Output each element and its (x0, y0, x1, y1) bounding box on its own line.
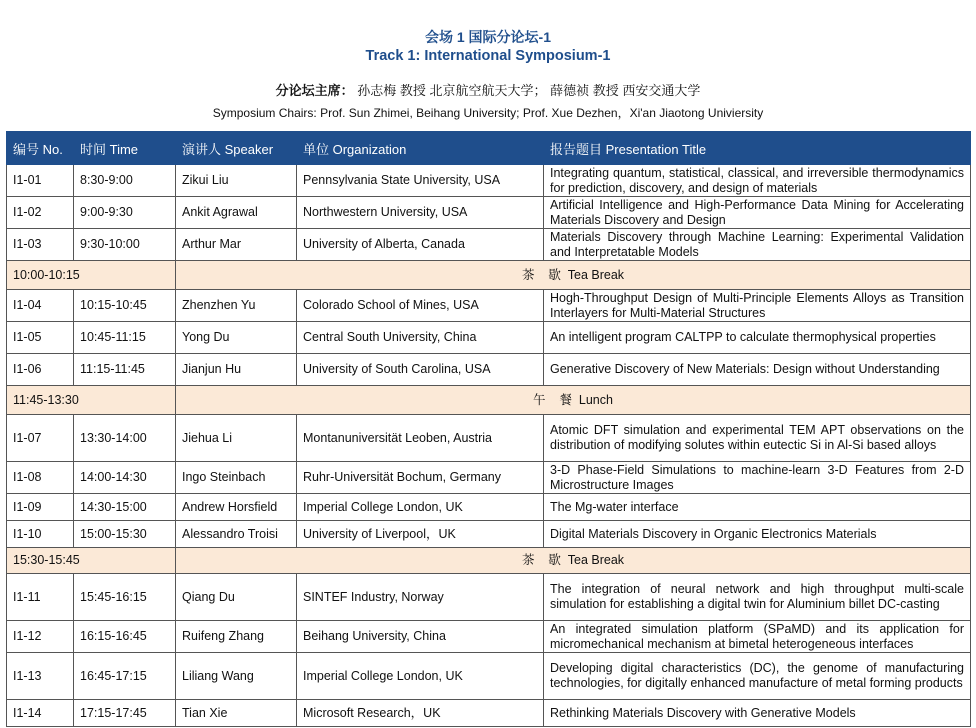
symposium-chairs-cn (0, 80, 976, 99)
talk-title: Developing digital characteristics (DC), the genome of manufacturing technologies, for digitally enhanced manufacture of metal forming products (544, 653, 971, 700)
table-row (7, 229, 971, 261)
talk-title: Digital Materials Discovery in Organic Electronics Materials (544, 521, 971, 548)
col-header-time: 时间 Time (74, 132, 176, 165)
break-name: 茶 歇 Tea Break (176, 261, 971, 290)
talk-organization: Pennsylvania State University, USA (297, 165, 544, 197)
schedule-body (7, 165, 971, 727)
table-row (7, 574, 971, 621)
talk-organization: Imperial College London, UK (297, 653, 544, 700)
break-row (7, 261, 971, 290)
table-row (7, 354, 971, 386)
talk-organization: Montanuniversität Leoben, Austria (297, 415, 544, 462)
talk-time: 9:30-10:00 (74, 229, 176, 261)
talk-time: 15:45-16:15 (74, 574, 176, 621)
col-header-title: 报告题目 Presentation Title (544, 132, 971, 165)
talk-organization: University of Alberta, Canada (297, 229, 544, 261)
chairs-label-cn: 分论坛主席： (275, 83, 354, 98)
talk-speaker: Arthur Mar (176, 229, 297, 261)
talk-title: Generative Discovery of New Materials: Design without Understanding (544, 354, 971, 386)
talk-no: I1-04 (7, 290, 74, 322)
talk-time: 11:15-11:45 (74, 354, 176, 386)
talk-no: I1-07 (7, 415, 74, 462)
talk-organization: Colorado School of Mines, USA (297, 290, 544, 322)
table-row (7, 415, 971, 462)
break-name: 茶 歇 Tea Break (176, 548, 971, 574)
talk-no: I1-10 (7, 521, 74, 548)
talk-no: I1-08 (7, 462, 74, 494)
talk-speaker: Jianjun Hu (176, 354, 297, 386)
talk-title: Atomic DFT simulation and experimental TEM APT observations on the distribution of modifying solutes within eutectic Si in Al-Si based alloys (544, 415, 971, 462)
talk-no: I1-09 (7, 494, 74, 521)
break-row (7, 386, 971, 415)
talk-time: 9:00-9:30 (74, 197, 176, 229)
table-header-row (7, 132, 971, 165)
table-row (7, 322, 971, 354)
talk-speaker: Jiehua Li (176, 415, 297, 462)
col-header-organization: 单位 Organization (297, 132, 544, 165)
talk-title: The Mg-water interface (544, 494, 971, 521)
table-row (7, 700, 971, 727)
table-row (7, 197, 971, 229)
table-row (7, 653, 971, 700)
talk-time: 13:30-14:00 (74, 415, 176, 462)
table-row (7, 290, 971, 322)
talk-title: An integrated simulation platform (SPaMD) and its application for micromechanical mechanism at bimetal heterogeneous interfaces (544, 621, 971, 653)
table-row (7, 621, 971, 653)
talk-organization: University of South Carolina, USA (297, 354, 544, 386)
talk-no: I1-02 (7, 197, 74, 229)
talk-speaker: Liliang Wang (176, 653, 297, 700)
symposium-chairs-en: Symposium Chairs: Prof. Sun Zhimei, Beihang University; Prof. Xue Dezhen，Xi'an Jiaotong Univiersity (212, 106, 764, 120)
talk-time: 10:45-11:15 (74, 322, 176, 354)
talk-organization: Northwestern University, USA (297, 197, 544, 229)
talk-no: I1-11 (7, 574, 74, 621)
talk-speaker: Ingo Steinbach (176, 462, 297, 494)
talk-title: Integrating quantum, statistical, classical, and irreversible thermodynamics for prediction, discovery, and design of materials (544, 165, 971, 197)
talk-no: I1-14 (7, 700, 74, 727)
break-time: 11:45-13:30 (7, 386, 176, 415)
talk-title: The integration of neural network and high throughput multi-scale simulation for establishing a digital twin for Aluminium billet DC-casting (544, 574, 971, 621)
chairs-names-cn: 孙志梅 教授 北京航空航天大学； 薛德祯 教授 西安交通大学 (357, 83, 701, 98)
table-row (7, 521, 971, 548)
talk-title: Rethinking Materials Discovery with Generative Models (544, 700, 971, 727)
talk-title: Hogh-Throughput Design of Multi-Principle Elements Alloys as Transition Interlayers for Multi-Material Structures (544, 290, 971, 322)
talk-title: Materials Discovery through Machine Learning: Experimental Validation and Interpretatable Models (544, 229, 971, 261)
talk-speaker: Ankit Agrawal (176, 197, 297, 229)
table-row (7, 165, 971, 197)
talk-time: 8:30-9:00 (74, 165, 176, 197)
talk-title: Artificial Intelligence and High-Performance Data Mining for Accelerating Materials Discovery and Design (544, 197, 971, 229)
talk-organization: Imperial College London, UK (297, 494, 544, 521)
talk-title: 3-D Phase-Field Simulations to machine-learn 3-D Features from 2-D Microstructure Images (544, 462, 971, 494)
talk-speaker: Ruifeng Zhang (176, 621, 297, 653)
talk-organization: SINTEF Industry, Norway (297, 574, 544, 621)
talk-speaker: Andrew Horsfield (176, 494, 297, 521)
talk-title: An intelligent program CALTPP to calculate thermophysical properties (544, 322, 971, 354)
talk-no: I1-01 (7, 165, 74, 197)
talk-speaker: Zikui Liu (176, 165, 297, 197)
table-row (7, 494, 971, 521)
talk-time: 10:15-10:45 (74, 290, 176, 322)
talk-organization: Microsoft Research，UK (297, 700, 544, 727)
break-time: 15:30-15:45 (7, 548, 176, 574)
talk-speaker: Yong Du (176, 322, 297, 354)
talk-organization: Beihang University, China (297, 621, 544, 653)
talk-organization: Central South University, China (297, 322, 544, 354)
talk-no: I1-06 (7, 354, 74, 386)
break-time: 10:00-10:15 (7, 261, 176, 290)
talk-time: 14:30-15:00 (74, 494, 176, 521)
talk-no: I1-13 (7, 653, 74, 700)
break-name: 午 餐 Lunch (176, 386, 971, 415)
talk-organization: University of Liverpool，UK (297, 521, 544, 548)
talk-no: I1-05 (7, 322, 74, 354)
talk-organization: Ruhr-Universität Bochum, Germany (297, 462, 544, 494)
col-header-no: 编号 No. (7, 132, 74, 165)
talk-time: 15:00-15:30 (74, 521, 176, 548)
talk-no: I1-03 (7, 229, 74, 261)
talk-time: 16:15-16:45 (74, 621, 176, 653)
talk-time: 14:00-14:30 (74, 462, 176, 494)
break-row (7, 548, 971, 574)
talk-speaker: Tian Xie (176, 700, 297, 727)
track-title-cn: 会场 1 国际分论坛-1 (424, 29, 551, 45)
talk-speaker: Zhenzhen Yu (176, 290, 297, 322)
talk-time: 17:15-17:45 (74, 700, 176, 727)
talk-speaker: Alessandro Troisi (176, 521, 297, 548)
talk-no: I1-12 (7, 621, 74, 653)
table-row (7, 462, 971, 494)
talk-speaker: Qiang Du (176, 574, 297, 621)
col-header-speaker: 演讲人 Speaker (176, 132, 297, 165)
schedule-table (6, 131, 971, 727)
track-title-en: Track 1: International Symposium-1 (365, 48, 611, 64)
talk-time: 16:45-17:15 (74, 653, 176, 700)
